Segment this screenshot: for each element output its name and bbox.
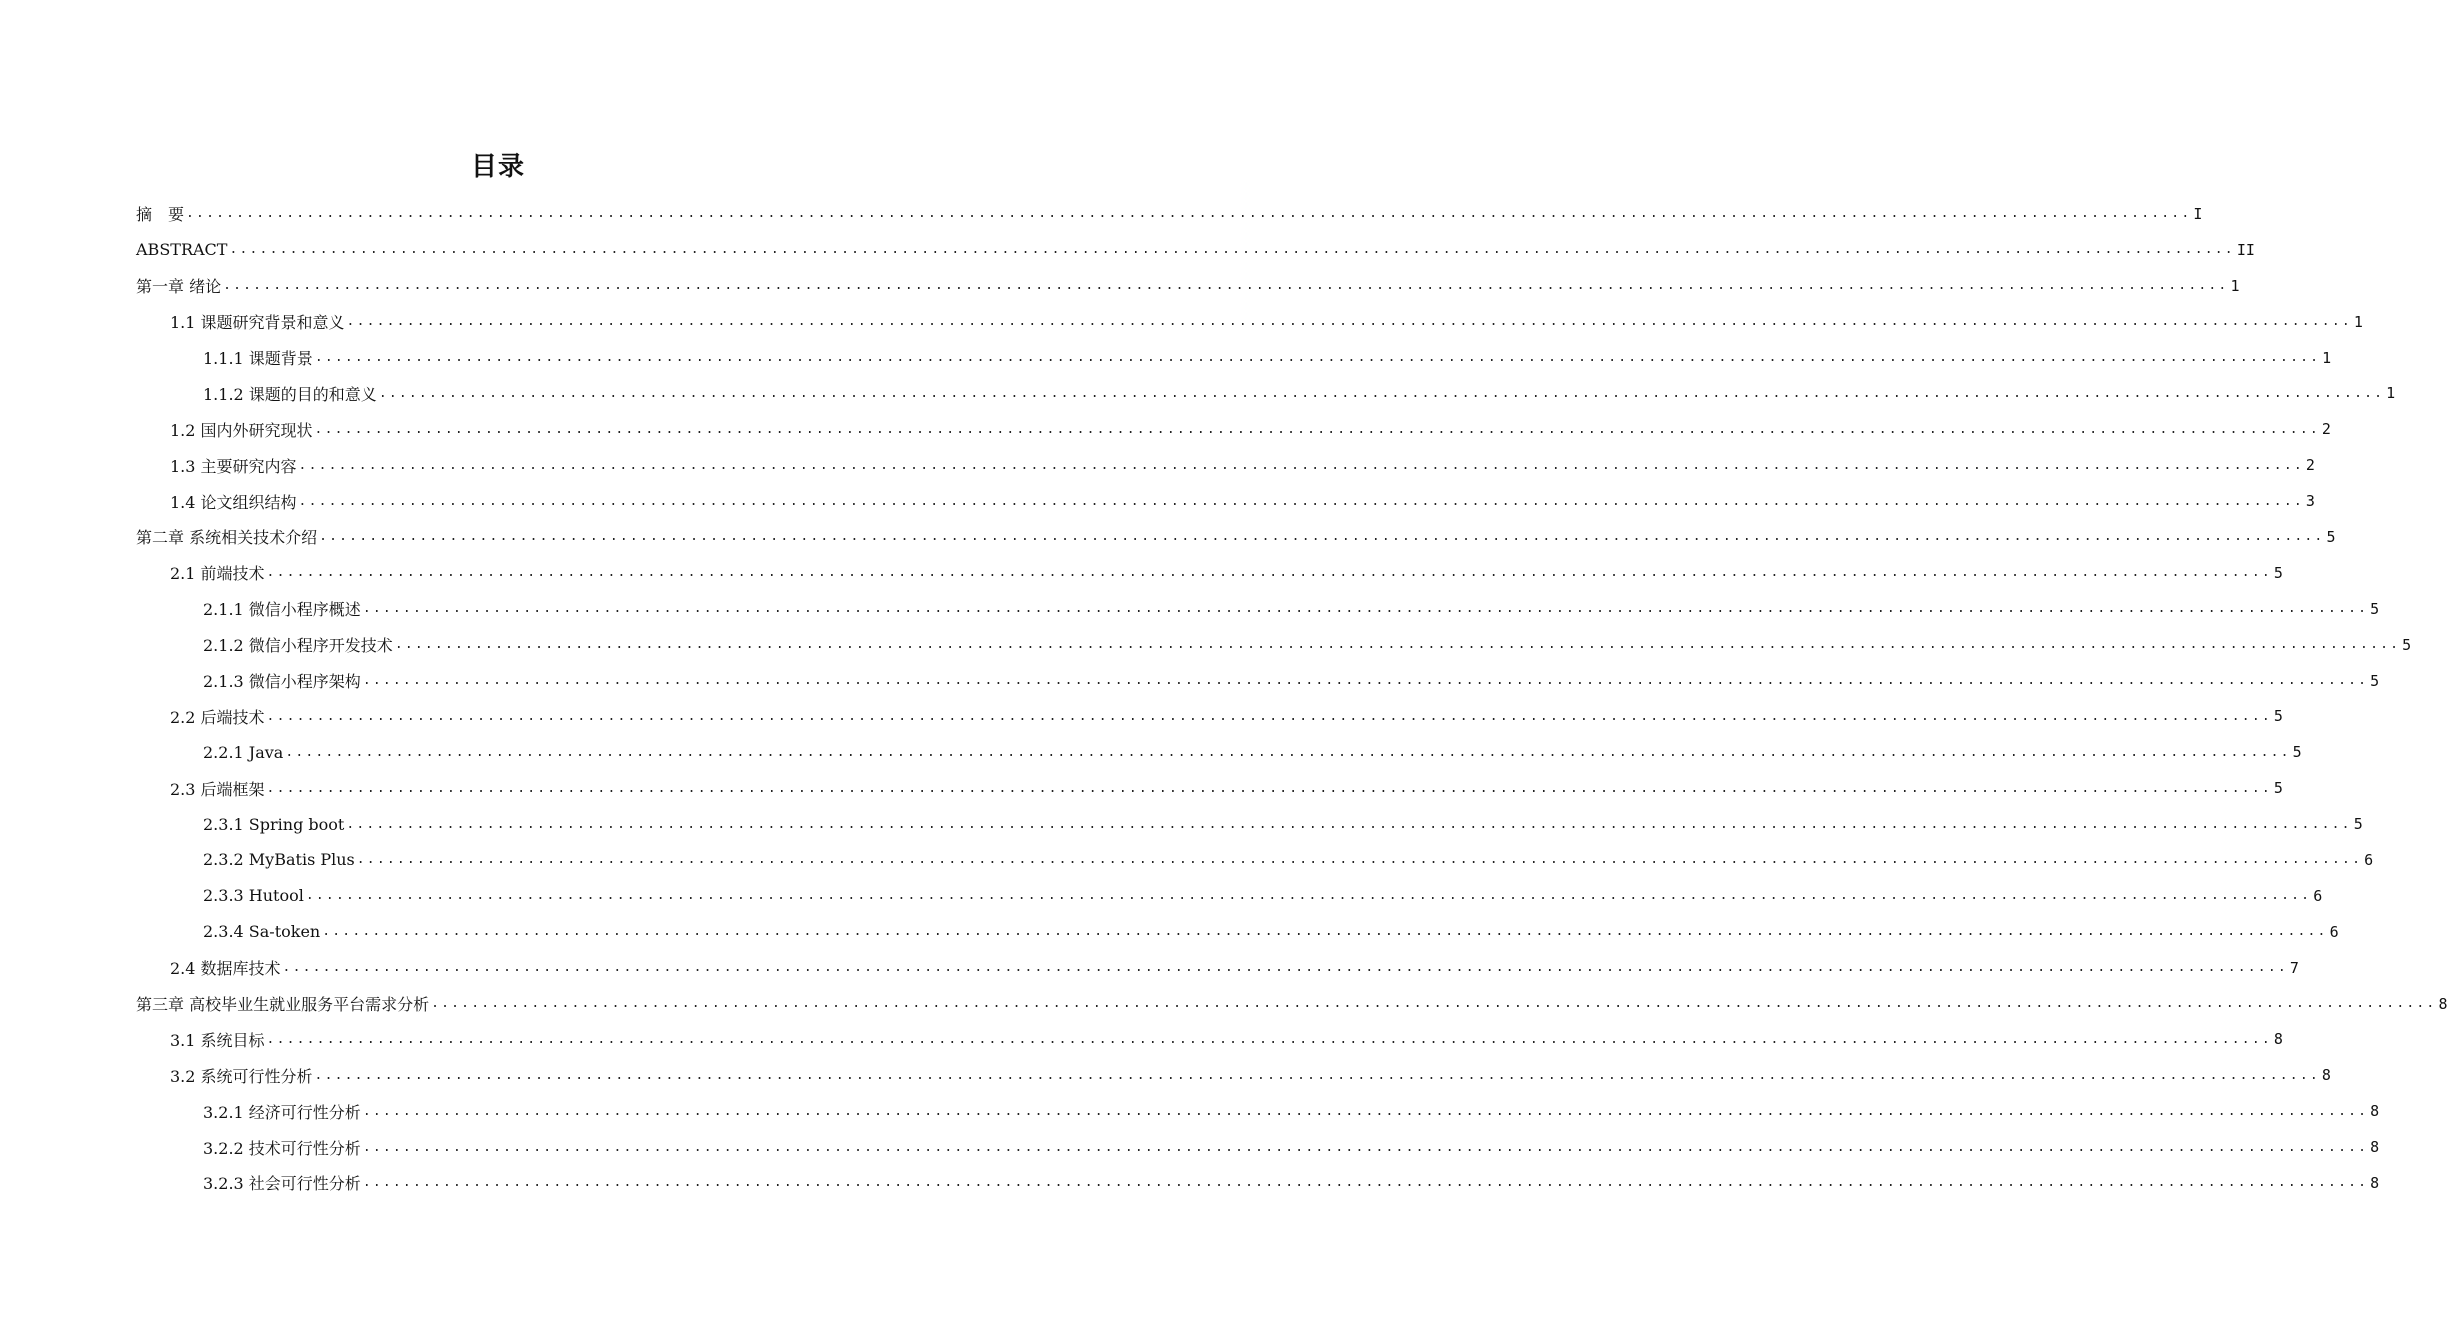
toc-dot-leader: ........................................................................................................................................................................................................ xyxy=(362,673,2369,689)
toc-entry-label: 2.3.1 Spring boot xyxy=(203,814,345,834)
toc-page-number: 8 xyxy=(2321,1066,2331,1085)
toc-entry-label: 2.2 后端技术 xyxy=(170,707,265,727)
toc-entry-label: 3.2.3 社会可行性分析 xyxy=(203,1174,361,1194)
toc-entry-label: 第三章 高校毕业生就业服务平台需求分析 xyxy=(136,995,430,1015)
toc-entry-label: 2.1.3 微信小程序架构 xyxy=(203,672,361,692)
toc-page-number: II xyxy=(2236,240,2255,259)
toc-entry-label: 2.1 前端技术 xyxy=(170,564,265,584)
toc-entry[interactable] xyxy=(0,734,2302,770)
toc-dot-leader: ........................................................................................................................................................................................................ xyxy=(285,744,2291,760)
toc-page-number: 8 xyxy=(2273,1030,2283,1049)
toc-page-number: 8 xyxy=(2438,994,2447,1013)
toc-page-number: 8 xyxy=(2370,1102,2380,1121)
toc-dot-leader: ........................................................................................................................................................................................................ xyxy=(314,421,2320,437)
toc-entry-row xyxy=(203,1100,2380,1123)
toc-entry[interactable] xyxy=(0,375,2396,411)
toc-entry-row xyxy=(136,992,2447,1015)
toc-entry[interactable] xyxy=(0,1021,2283,1057)
toc-dot-leader: ........................................................................................................................................................................................................ xyxy=(314,1067,2320,1083)
toc-entry-row xyxy=(136,274,2240,297)
toc-entry[interactable] xyxy=(0,1057,2331,1093)
toc-entry[interactable] xyxy=(0,1165,2380,1201)
toc-dot-leader: ........................................................................................................................................................................................................ xyxy=(322,924,2328,940)
toc-entry-row xyxy=(170,490,2315,513)
toc-entry-label: 2.3.3 Hutool xyxy=(203,886,304,906)
toc-entry[interactable] xyxy=(0,447,2315,483)
toc-dot-leader: ........................................................................................................................................................................................................ xyxy=(298,457,2304,473)
toc-list xyxy=(0,196,2447,1201)
toc-page-number: 1 xyxy=(2386,384,2396,403)
toc-page-number: I xyxy=(2193,204,2203,223)
toc-entry[interactable] xyxy=(0,698,2283,734)
toc-entry[interactable] xyxy=(0,1129,2380,1165)
toc-entry[interactable] xyxy=(0,806,2363,842)
toc-entry-row xyxy=(203,886,2323,906)
toc-entry-row xyxy=(170,454,2315,477)
toc-dot-leader: ........................................................................................................................................................................................................ xyxy=(319,529,2325,545)
toc-dot-leader: ........................................................................................................................................................................................................ xyxy=(186,206,2192,222)
toc-entry-row xyxy=(203,597,2380,620)
toc-dot-leader: ........................................................................................................................................................................................................ xyxy=(266,565,2272,581)
toc-dot-leader: ........................................................................................................................................................................................................ xyxy=(356,852,2363,868)
toc-entry-row xyxy=(170,777,2283,800)
toc-entry[interactable] xyxy=(0,842,2374,878)
toc-dot-leader: ........................................................................................................................................................................................................ xyxy=(314,350,2321,365)
toc-entry-row xyxy=(170,561,2283,584)
toc-entry-label: 3.1 系统目标 xyxy=(170,1030,265,1050)
toc-entry-row xyxy=(170,1028,2283,1051)
toc-entry-label: 2.3.2 MyBatis Plus xyxy=(203,850,355,870)
toc-entry-label: 2.2.1 Java xyxy=(203,742,284,762)
toc-entry[interactable] xyxy=(0,1093,2380,1129)
toc-entry-row xyxy=(170,418,2331,441)
toc-entry-label: 1.1.1 课题背景 xyxy=(203,349,313,368)
toc-entry[interactable] xyxy=(0,627,2412,663)
toc-dot-leader: ........................................................................................................................................................................................................ xyxy=(431,996,2437,1012)
toc-entry-label: 3.2 系统可行性分析 xyxy=(170,1066,313,1086)
toc-entry-label: 第二章 系统相关技术介绍 xyxy=(136,528,318,548)
toc-entry-row xyxy=(203,922,2339,942)
toc-entry[interactable] xyxy=(0,196,2203,232)
toc-page-number: 2 xyxy=(2321,420,2331,439)
toc-page-number: 8 xyxy=(2370,1173,2380,1192)
toc-entry[interactable] xyxy=(0,663,2380,699)
toc-entry-row xyxy=(136,202,2203,225)
toc-page-number: 5 xyxy=(2370,671,2380,690)
toc-entry-row xyxy=(203,633,2412,656)
toc-dot-leader: ........................................................................................................................................................................................................ xyxy=(266,780,2272,796)
toc-entry-row xyxy=(170,705,2283,728)
toc-entry[interactable] xyxy=(0,483,2315,519)
toc-entry-row xyxy=(136,240,2255,260)
toc-entry[interactable] xyxy=(0,555,2283,591)
toc-entry-row xyxy=(170,956,2299,979)
toc-page-number: 1 xyxy=(2353,312,2363,331)
toc-entry[interactable] xyxy=(0,519,2336,555)
toc-page-number: 8 xyxy=(2370,1138,2380,1157)
toc-page-number: 6 xyxy=(2364,850,2374,869)
toc-page-number: 5 xyxy=(2326,527,2336,546)
toc-page-number: 5 xyxy=(2292,743,2302,762)
toc-entry[interactable] xyxy=(0,268,2240,304)
toc-entry-label: ABSTRACT xyxy=(136,240,228,260)
toc-entry-label: 3.2.1 经济可行性分析 xyxy=(203,1102,361,1122)
toc-entry[interactable] xyxy=(0,591,2380,627)
toc-dot-leader: ........................................................................................................................................................................................................ xyxy=(346,314,2352,330)
toc-entry-row xyxy=(170,1064,2331,1087)
toc-entry[interactable] xyxy=(0,411,2331,447)
toc-entry-row xyxy=(203,850,2374,870)
toc-title: 目录 xyxy=(470,152,525,182)
toc-dot-leader: ........................................................................................................................................................................................................ xyxy=(282,960,2288,976)
toc-entry-label: 第一章 绪论 xyxy=(136,277,222,297)
toc-entry-row xyxy=(203,669,2380,692)
toc-page-number: 5 xyxy=(2402,635,2412,654)
toc-page-number: 3 xyxy=(2305,492,2315,511)
toc-page-number: 5 xyxy=(2273,707,2283,726)
toc-entry-label: 1.3 主要研究内容 xyxy=(170,456,297,476)
toc-entry[interactable] xyxy=(0,232,2255,268)
toc-page-number: 6 xyxy=(2313,886,2323,905)
toc-entry[interactable] xyxy=(0,878,2323,914)
toc-entry-label: 2.1.2 微信小程序开发技术 xyxy=(203,636,393,656)
toc-entry-label: 1.1 课题研究背景和意义 xyxy=(170,313,345,333)
toc-entry[interactable] xyxy=(0,950,2299,986)
toc-entry-row xyxy=(203,346,2332,369)
toc-dot-leader: ........................................................................................................................................................................................................ xyxy=(266,708,2272,724)
toc-dot-leader: ........................................................................................................................................................................................................ xyxy=(305,888,2312,904)
toc-page-number: 2 xyxy=(2305,456,2315,475)
toc-entry[interactable] xyxy=(0,914,2339,950)
toc-dot-leader: ........................................................................................................................................................................................................ xyxy=(394,637,2401,653)
toc-entry-label: 1.2 国内外研究现状 xyxy=(170,420,313,440)
toc-entry-row xyxy=(170,310,2363,333)
toc-entry-label: 3.2.2 技术可行性分析 xyxy=(203,1138,361,1158)
toc-entry-label: 2.4 数据库技术 xyxy=(170,959,281,979)
toc-page-number: 1 xyxy=(2322,348,2332,367)
toc-dot-leader: ........................................................................................................................................................................................................ xyxy=(346,816,2352,832)
toc-entry[interactable] xyxy=(0,986,2447,1022)
toc-entry-label: 2.1.1 微信小程序概述 xyxy=(203,600,361,620)
toc-dot-leader: ........................................................................................................................................................................................................ xyxy=(223,278,2229,294)
toc-page-number: 7 xyxy=(2289,958,2299,977)
toc-entry-row xyxy=(203,382,2396,405)
toc-entry-row xyxy=(203,1136,2380,1159)
toc-entry-row xyxy=(203,742,2302,762)
toc-dot-leader: ........................................................................................................................................................................................................ xyxy=(229,242,2235,258)
toc-page-number: 6 xyxy=(2329,922,2339,941)
toc-page-number: 5 xyxy=(2370,599,2380,618)
toc-page-number: 5 xyxy=(2273,779,2283,798)
toc-dot-leader: ........................................................................................................................................................................................................ xyxy=(362,1175,2369,1191)
toc-page-number: 1 xyxy=(2230,276,2240,295)
toc-entry[interactable] xyxy=(0,770,2283,806)
toc-entry-label: 摘 要 xyxy=(136,205,185,225)
toc-page-number: 5 xyxy=(2273,563,2283,582)
toc-dot-leader: ........................................................................................................................................................................................................ xyxy=(378,385,2385,401)
toc-entry-row xyxy=(136,525,2336,548)
toc-entry-label: 1.1.2 课题的目的和意义 xyxy=(203,384,377,404)
toc-entry-label: 2.3 后端框架 xyxy=(170,779,265,799)
toc-entry-row xyxy=(203,814,2363,834)
toc-dot-leader: ........................................................................................................................................................................................................ xyxy=(362,601,2369,617)
toc-entry-row xyxy=(203,1171,2380,1194)
toc-entry-label: 2.3.4 Sa-token xyxy=(203,922,321,942)
toc-dot-leader: ........................................................................................................................................................................................................ xyxy=(362,1139,2369,1155)
toc-dot-leader: ........................................................................................................................................................................................................ xyxy=(362,1103,2369,1119)
toc-entry-label: 1.4 论文组织结构 xyxy=(170,492,297,512)
toc-entry[interactable] xyxy=(0,304,2363,340)
toc-page-number: 5 xyxy=(2353,815,2363,834)
toc-dot-leader: ........................................................................................................................................................................................................ xyxy=(266,1031,2272,1047)
toc-dot-leader: ........................................................................................................................................................................................................ xyxy=(298,493,2304,509)
toc-entry[interactable] xyxy=(0,340,2332,376)
